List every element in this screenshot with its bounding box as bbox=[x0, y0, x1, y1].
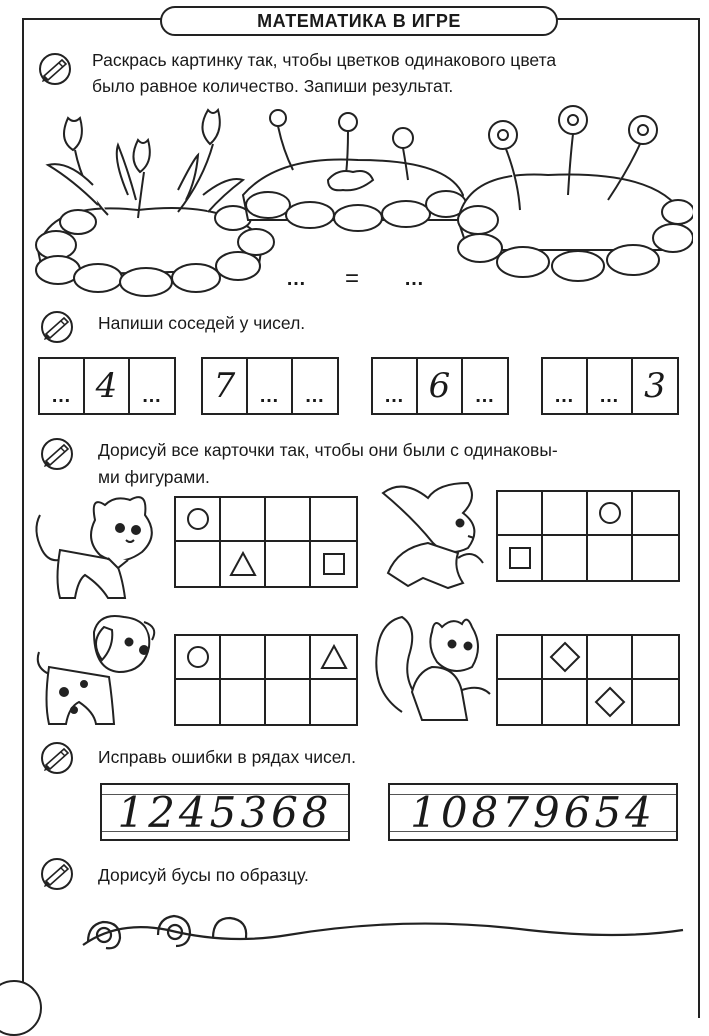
neighbor-cell: 4 bbox=[85, 359, 130, 413]
neighbor-cell[interactable]: … bbox=[248, 359, 293, 413]
task2-text: Напиши соседей у чисел. bbox=[98, 313, 306, 333]
card-cell[interactable] bbox=[311, 680, 356, 724]
neighbor-cell[interactable]: … bbox=[373, 359, 418, 413]
card-cell[interactable] bbox=[266, 680, 311, 724]
neighbor-cell: 7 bbox=[203, 359, 248, 413]
pencil-icon bbox=[40, 437, 74, 471]
card-cell[interactable] bbox=[498, 680, 543, 724]
diamond-shape bbox=[549, 641, 581, 673]
card-cell[interactable] bbox=[498, 492, 543, 536]
task3-line1: Дорисуй все карточки так, чтобы они были с одинаковы- bbox=[98, 440, 558, 460]
neighbor-cell[interactable]: … bbox=[543, 359, 588, 413]
kitten-illustration bbox=[30, 490, 160, 605]
pencil-icon bbox=[40, 741, 74, 775]
card-cell[interactable] bbox=[266, 542, 311, 586]
card-cell[interactable] bbox=[588, 680, 633, 724]
card-cell[interactable] bbox=[543, 680, 588, 724]
pencil-icon bbox=[40, 857, 74, 891]
card-cell[interactable] bbox=[543, 536, 588, 580]
square-shape bbox=[321, 551, 347, 577]
task1-line2: было равное количество. Запиши результат. bbox=[92, 76, 454, 96]
card-grid-puppy bbox=[174, 634, 358, 726]
neighbor-cell: 6 bbox=[418, 359, 463, 413]
neighbors-group-3 bbox=[371, 357, 509, 415]
neighbor-cell: 3 bbox=[644, 366, 666, 406]
card-cell[interactable] bbox=[176, 636, 221, 680]
beads-pattern bbox=[78, 900, 688, 970]
triangle-shape bbox=[320, 644, 348, 670]
card-grid-rabbit bbox=[496, 490, 680, 582]
task4-text: Исправь ошибки в рядах чисел. bbox=[98, 747, 357, 767]
card-cell[interactable] bbox=[588, 636, 633, 680]
number-sequence-2-text: 10879654 bbox=[410, 787, 656, 837]
card-cell[interactable] bbox=[311, 542, 356, 586]
formula-left: … bbox=[286, 268, 308, 290]
neighbor-cell[interactable]: … bbox=[141, 384, 163, 407]
card-grid-squirrel bbox=[496, 634, 680, 726]
card-cell[interactable] bbox=[221, 498, 266, 542]
formula-eq: = bbox=[345, 265, 360, 292]
card-cell[interactable] bbox=[498, 636, 543, 680]
task5-text: Дорисуй бусы по образцу. bbox=[98, 865, 309, 885]
neighbor-cell[interactable]: … bbox=[474, 384, 496, 407]
diamond-shape bbox=[594, 686, 626, 718]
card-cell[interactable] bbox=[543, 492, 588, 536]
neighbors-group-4 bbox=[541, 357, 679, 415]
neighbor-cell[interactable]: … bbox=[40, 359, 85, 413]
squirrel-illustration bbox=[372, 612, 497, 730]
rabbit-illustration bbox=[368, 478, 493, 593]
flower-beds-illustration bbox=[28, 100, 693, 300]
pencil-icon bbox=[40, 310, 74, 344]
triangle-shape bbox=[229, 551, 257, 577]
circle-shape bbox=[185, 644, 211, 670]
circle-shape bbox=[185, 506, 211, 532]
neighbors-group-2 bbox=[201, 357, 339, 415]
card-cell[interactable] bbox=[633, 636, 678, 680]
number-sequence-2[interactable] bbox=[388, 783, 678, 841]
card-cell[interactable] bbox=[633, 492, 678, 536]
card-cell[interactable] bbox=[221, 636, 266, 680]
card-cell[interactable] bbox=[221, 680, 266, 724]
task3-line2: ми фигурами. bbox=[98, 467, 210, 487]
card-cell[interactable] bbox=[498, 536, 543, 580]
pencil-icon bbox=[38, 52, 72, 86]
neighbor-cell[interactable]: … bbox=[588, 359, 633, 413]
neighbors-group-1 bbox=[38, 357, 176, 415]
card-cell[interactable] bbox=[588, 536, 633, 580]
number-sequence-1-text: 1245368 bbox=[117, 787, 333, 837]
card-cell[interactable] bbox=[176, 542, 221, 586]
card-cell[interactable] bbox=[633, 536, 678, 580]
card-cell[interactable] bbox=[543, 636, 588, 680]
number-sequence-1[interactable] bbox=[100, 783, 350, 841]
neighbor-cell[interactable]: … bbox=[304, 384, 326, 407]
card-cell[interactable] bbox=[266, 498, 311, 542]
task1-line1: Раскрась картинку так, чтобы цветков одинакового цвета bbox=[92, 50, 557, 70]
circle-shape bbox=[597, 500, 623, 526]
card-grid-kitten bbox=[174, 496, 358, 588]
formula-right: … bbox=[404, 268, 426, 290]
card-cell[interactable] bbox=[176, 680, 221, 724]
card-cell[interactable] bbox=[588, 492, 633, 536]
square-shape bbox=[507, 545, 533, 571]
page-title: МАТЕМАТИКА В ИГРЕ bbox=[160, 6, 558, 36]
card-cell[interactable] bbox=[221, 542, 266, 586]
card-cell[interactable] bbox=[266, 636, 311, 680]
card-cell[interactable] bbox=[176, 498, 221, 542]
card-cell[interactable] bbox=[633, 680, 678, 724]
card-cell[interactable] bbox=[311, 498, 356, 542]
puppy-illustration bbox=[34, 612, 162, 730]
card-cell[interactable] bbox=[311, 636, 356, 680]
